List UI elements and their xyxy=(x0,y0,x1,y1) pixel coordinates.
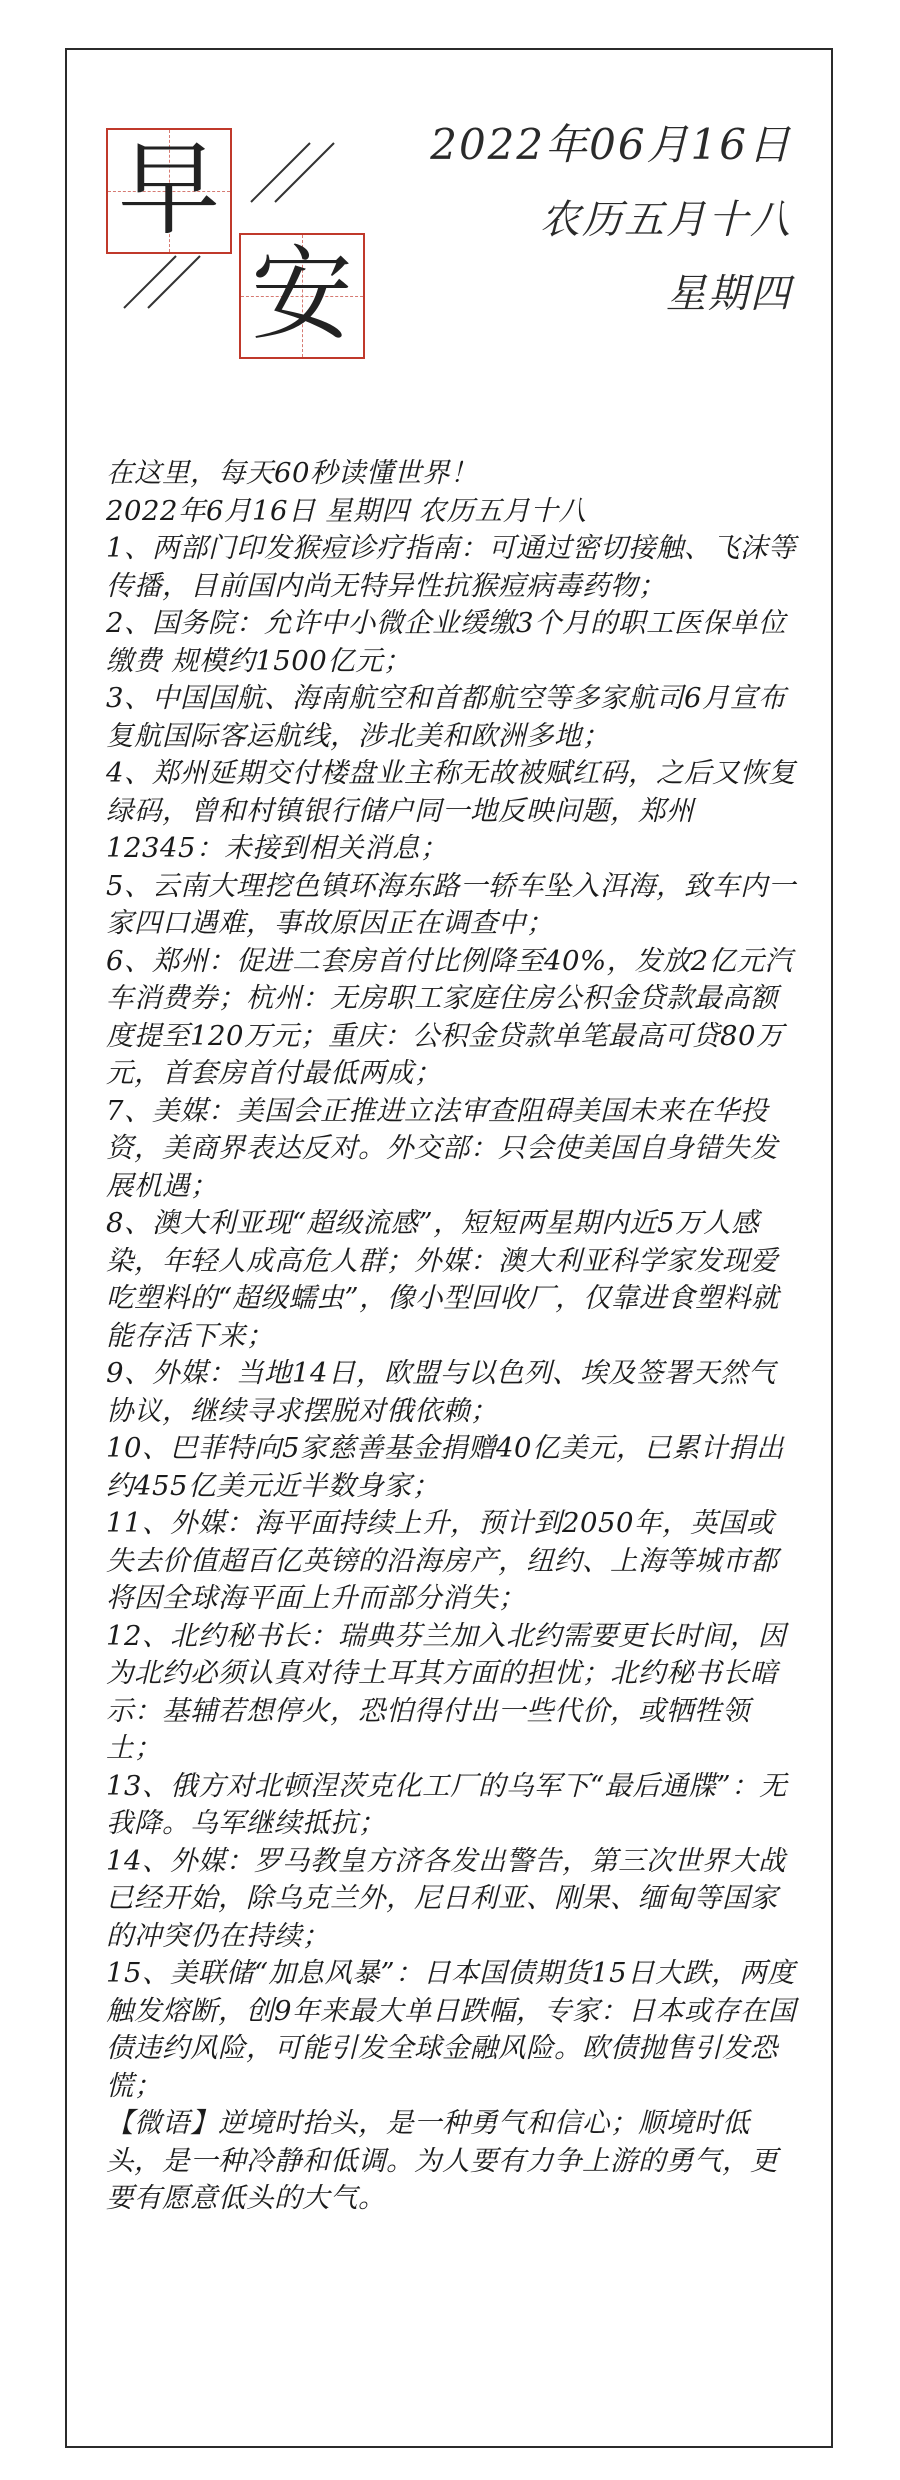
title-char-zao: 早 xyxy=(118,131,220,250)
news-item-12: 12、北约秘书长：瑞典芬兰加入北约需要更长时间，因为北约必须认真对待土耳其方面的担忧；北约秘书长暗示：基辅若想停火，恐怕得付出一些代价，或牺牲领土； xyxy=(106,1619,786,1764)
news-item-7: 7、美媒：美国会正推进立法审查阻碍美国未来在华投资，美商界表达反对。外交部：只会使美国自身错失发展机遇； xyxy=(106,1094,778,1202)
gregorian-date: 2022年06月16日 xyxy=(430,120,792,169)
news-item-15: 15、美联储“加息风暴”：日本国债期货15日大跌，两度触发熔断，创9年来最大单日跌幅，专家：日本或存在国债违约风险，可能引发全球金融风险。欧债抛售引发恐慌； xyxy=(106,1957,796,2102)
grid-box-morning xyxy=(106,128,232,254)
news-item-6: 6、郑州：促进二套房首付比例降至40%，发放2亿元汽车消费券；杭州：无房职工家庭住房公积金贷款最高额度提至120万元；重庆：公积金贷款单笔最高可贷80万元，首套房首付最低两成； xyxy=(106,944,793,1089)
news-item-13: 13、俄方对北顿涅茨克化工厂的乌军下“最后通牒”：无我降。乌军继续抵抗； xyxy=(106,1769,788,1839)
news-item-14: 14、外媒：罗马教皇方济各发出警告，第三次世界大战已经开始，除乌克兰外，尼日利亚、刚果、缅甸等国家的冲突仍在持续； xyxy=(106,1844,786,1952)
news-content xyxy=(106,455,796,2218)
news-item-1: 1、两部门印发猴痘诊疗指南：可通过密切接触、飞沫等传播，目前国内尚无特异性抗猴痘病毒药物； xyxy=(106,532,796,602)
date-block xyxy=(430,120,792,348)
news-item-5: 5、云南大理挖色镇环海东路一轿车坠入洱海，致车内一家四口遇难，事故原因正在调查中； xyxy=(106,869,796,939)
news-item-3: 3、中国国航、海南航空和首都航空等多家航司6月宣布复航国际客运航线，涉北美和欧洲多地； xyxy=(106,682,786,752)
news-item-2: 2、国务院：允许中小微企业缓缴3个月的职工医保单位缴费 规模约1500亿元； xyxy=(106,607,786,677)
news-item-10: 10、巴菲特向5家慈善基金捐赠40亿美元，已累计捐出约455亿美元近半数身家； xyxy=(106,1432,784,1502)
news-item-8: 8、澳大利亚现“超级流感”，短短两星期内近5万人感染，年轻人成高危人群；外媒：澳大利亚科学家发现爱吃塑料的“超级蠕虫”，像小型回收厂，仅靠进食塑料就能存活下来； xyxy=(106,1207,780,1352)
news-item-4: 4、郑州延期交付楼盘业主称无故被赋红码，之后又恢复绿码，曾和村镇银行储户同一地反映问题，郑州12345：未接到相关消息； xyxy=(106,757,796,864)
intro-line: 在这里，每天60秒读懂世界！ xyxy=(106,457,478,489)
title-char-an: 安 xyxy=(251,236,353,355)
weekday: 星期四 xyxy=(666,271,792,317)
news-item-11: 11、外媒：海平面持续上升，预计到2050年，英国或失去价值超百亿英镑的沿海房产，纽约、上海等城市都将因全球海平面上升而部分消失； xyxy=(106,1507,778,1614)
lunar-date: 农历五月十八 xyxy=(540,197,792,243)
quote-line: 【微语】逆境时抬头，是一种勇气和信心；顺境时低头，是一种冷静和低调。为人要有力争上游的勇气，更要有愿意低头的大气。 xyxy=(106,2107,778,2214)
news-item-9: 9、外媒：当地14日，欧盟与以色列、埃及签署天然气协议，继续寻求摆脱对俄依赖； xyxy=(106,1357,776,1427)
date-line: 2022年6月16日 星期四 农历五月十八 xyxy=(106,494,587,527)
grid-box-an xyxy=(239,233,365,359)
